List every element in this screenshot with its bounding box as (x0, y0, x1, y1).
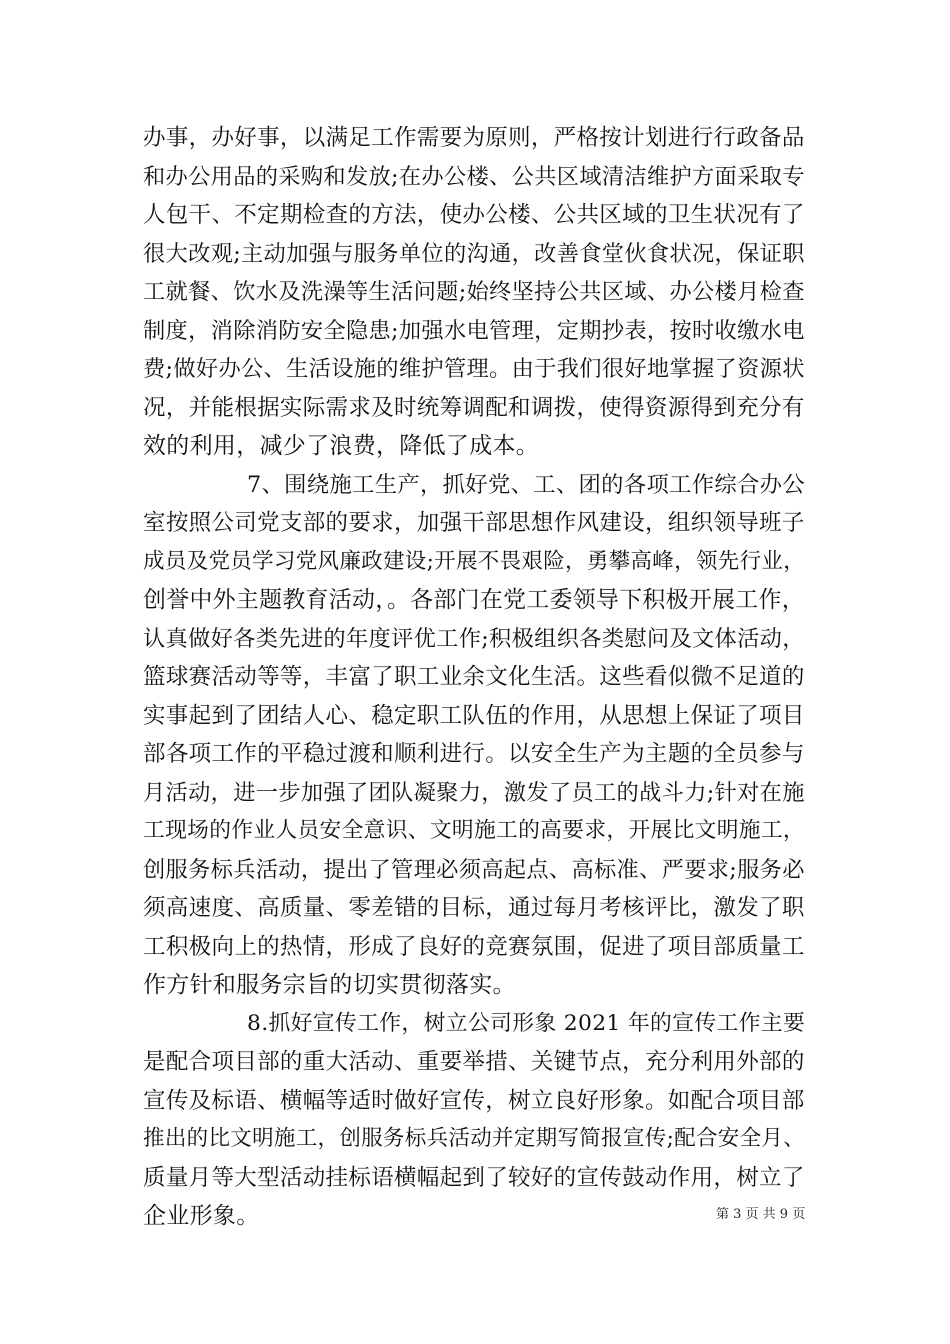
text-line: 办事，办好事，以满足工作需要为原则，严格按计划进行行政备品 (143, 125, 805, 151)
section-heading-line: 7、围绕施工生产，抓好党、工、团的各项工作综合办公 (247, 471, 805, 498)
text-line: 是配合项目部的重大活动、重要举措、关键节点，充分利用外部的 (143, 1049, 805, 1075)
page-number: 第 3 页 共 9 页 (716, 1207, 806, 1222)
text-line: 况，并能根据实际需求及时统筹调配和调拨，使得资源得到充分有 (143, 394, 805, 421)
text-line: 创誉中外主题教育活动，。各部门在党工委领导下积极开展工作， (143, 587, 805, 613)
text-line: 室按照公司党支部的要求，加强干部思想作风建设，组织领导班子 (143, 510, 805, 536)
text-line: 制度，消除消防安全隐患;加强水电管理，定期抄表，按时收缴水电 (143, 317, 805, 344)
text-line: 认真做好各类先进的年度评优工作;积极组织各类慰问及文体活动， (143, 625, 805, 652)
text-line: 效的利用，减少了浪费，降低了成本。 (143, 433, 540, 459)
text-line: 实事起到了团结人心、稳定职工队伍的作用，从思想上保证了项目 (143, 702, 805, 729)
text-line: 很大改观;主动加强与服务单位的沟通，改善食堂伙食状况，保证职 (143, 240, 805, 267)
section-heading-line: 8.抓好宣传工作，树立公司形象 2021 年的宣传工作主要 (247, 1010, 806, 1036)
text-line: 创服务标兵活动，提出了管理必须高起点、高标准、严要求;服务必 (143, 856, 805, 883)
text-line: 篮球赛活动等等，丰富了职工业余文化生活。这些看似微不足道的 (143, 664, 805, 690)
text-line: 人包干、不定期检查的方法，使办公楼、公共区域的卫生状况有了 (143, 202, 805, 228)
text-line: 和办公用品的采购和发放;在办公楼、公共区域清洁维护方面采取专 (143, 163, 805, 190)
text-line: 作方针和服务宗旨的切实贯彻落实。 (143, 972, 516, 998)
text-line: 成员及党员学习党风廉政建设;开展不畏艰险，勇攀高峰，领先行业， (143, 548, 806, 574)
text-line: 工积极向上的热情，形成了良好的竞赛氛围，促进了项目部质量工 (143, 933, 805, 960)
text-line: 工就餐、饮水及洗澡等生活问题;始终坚持公共区域、办公楼月检查 (143, 279, 805, 305)
text-line: 推出的比文明施工，创服务标兵活动并定期写简报宣传;配合安全月、 (143, 1126, 806, 1151)
text-line: 月活动，进一步加强了团队凝聚力，激发了员工的战斗力;针对在施 (143, 779, 805, 806)
text-line: 质量月等大型活动挂标语横幅起到了较好的宣传鼓动作用，树立了 (143, 1164, 805, 1191)
text-line: 工现场的作业人员安全意识、文明施工的高要求，开展比文明施工， (143, 818, 805, 843)
text-line: 宣传及标语、横幅等适时做好宣传，树立良好形象。如配合项目部 (143, 1087, 805, 1114)
text-line: 须高速度、高质量、零差错的目标，通过每月考核评比，激发了职 (143, 895, 805, 921)
text-line: 部各项工作的平稳过渡和顺利进行。以安全生产为主题的全员参与 (143, 741, 805, 767)
text-line: 费;做好办公、生活设施的维护管理。由于我们很好地掌握了资源状 (143, 356, 805, 382)
text-line: 企业形象。 (143, 1203, 260, 1229)
